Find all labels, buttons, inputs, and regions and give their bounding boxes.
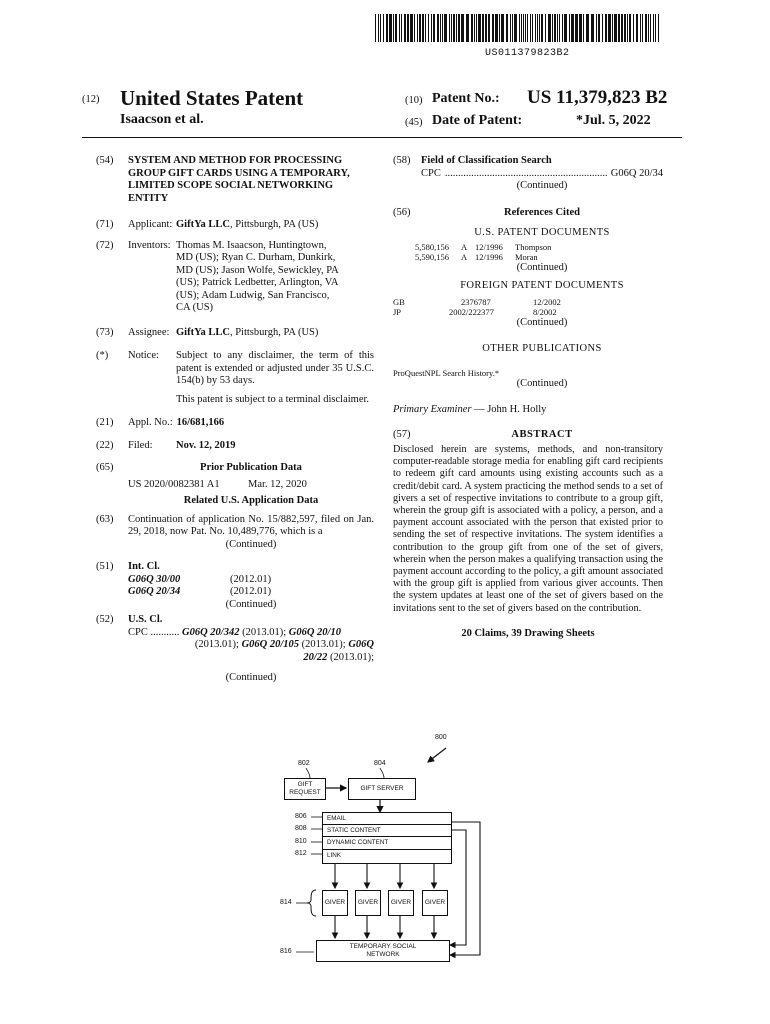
inventors-section: [96, 240, 376, 315]
applicant-location: , Pittsburgh, PA (US): [229, 219, 319, 230]
barcode-bar: [404, 14, 406, 42]
inventors-code: (72): [96, 239, 114, 251]
inventors-line: Thomas M. Isaacson, Huntingtown,: [176, 239, 327, 251]
code-45: (45): [405, 117, 423, 128]
assignee-name: GiftYa LLC: [176, 326, 230, 338]
assignee-label: Assignee:: [128, 326, 170, 338]
barcode-bar: [521, 14, 522, 42]
barcode-bar: [437, 14, 439, 42]
barcode-bar: [461, 14, 464, 42]
assignee-code: (73): [96, 326, 114, 338]
field-cpc-dots: ..............................................................: [444, 167, 608, 179]
other-publication-entry: ProQuestNPL Search History.*: [393, 367, 500, 378]
refs-code: (56): [393, 206, 411, 218]
message-row-dynamic: DYNAMIC CONTENT: [323, 837, 451, 850]
cpc-dots: ...........: [150, 626, 180, 638]
appl-number: 16/681,166: [176, 417, 225, 428]
continued-note: (Continued): [225, 538, 277, 550]
barcode-bar: [389, 14, 392, 42]
foreign-doc-row: [393, 297, 663, 307]
barcode: [375, 14, 663, 42]
refs-heading: References Cited: [504, 206, 580, 218]
int-cl-row: [128, 574, 376, 587]
barcode-bar: [596, 14, 597, 42]
us-doc-row: [415, 252, 663, 262]
inventors-short: Isaacson et al.: [120, 112, 204, 127]
inventors-line: MD (US); Jason Wolfe, Sewickley, PA: [176, 264, 339, 276]
barcode-bar: [514, 14, 517, 42]
barcode-bar: [393, 14, 394, 42]
us-docs-table: [393, 242, 663, 262]
barcode-bar: [650, 14, 651, 42]
representative-figure: [270, 730, 510, 970]
barcode-bar: [541, 14, 543, 42]
field-cpc-value: G06Q 20/34: [610, 167, 663, 179]
barcode-bar: [583, 14, 584, 42]
barcode-bar: [591, 14, 594, 42]
inventors-line: (US); Patrick Ledbetter, Arlington, VA: [176, 277, 339, 288]
int-cl-code: (51): [96, 561, 114, 572]
barcode-bar: [624, 14, 626, 42]
abstract-text: Disclosed herein are systems, methods, and non-transitory computer-readable storage media for enabling gift card recipients to redeem gift card amounts using existing accounts such as a credit/debit card. A system practicing the method sends to a set of givers a set of respective invitations to contribute to a group gift, wherein the group gift is associated with a policy, a person, and a payment account associated with the person that existed prior to sending the set of respective invitations. The system identifies a contribution to the group gift from one of the set of givers, wherein when the person makes a qualifying transaction using the payment account according to the policy, a gift amount associated with the group gift is applied from various giver accounts. Then the system updates at least one of the set of givers based on the invitations sent to the set of givers based on the contribution.: [393, 444, 663, 614]
barcode-bar: [569, 14, 570, 42]
title-section: [96, 155, 376, 205]
barcode-bar: [501, 14, 504, 42]
inventors-line: MD (US); Ryan C. Durham, Dunkirk,: [176, 252, 336, 263]
barcode-bar: [598, 14, 600, 42]
continued-note: (Continued): [225, 598, 277, 610]
cpc-class: G06Q 20/10: [288, 626, 341, 638]
ref-802: 802: [298, 760, 310, 767]
barcode-bar: [433, 14, 435, 42]
continued-note: (Continued): [516, 377, 568, 389]
barcode-bar: [535, 14, 536, 42]
references-section: [393, 207, 663, 220]
abstract-heading-row: [393, 429, 663, 442]
barcode-bar: [602, 14, 603, 42]
barcode-bar: [562, 14, 563, 42]
notice-section: [96, 350, 376, 406]
giver-box: GIVER: [422, 890, 448, 916]
barcode-bar: [425, 14, 426, 42]
barcode-bar: [478, 14, 481, 42]
inventors-line: CA (US): [176, 302, 214, 313]
barcode-bar: [545, 14, 546, 42]
continued-note: (Continued): [225, 672, 277, 683]
barcode-bar: [471, 14, 473, 42]
applicant-code: (71): [96, 219, 114, 230]
giver-box: GIVER: [322, 890, 348, 916]
barcode-bar: [499, 14, 500, 42]
applicant-name: GiftYa LLC: [176, 219, 230, 230]
continuation-section: [96, 514, 376, 552]
message-row-static: STATIC CONTENT: [323, 825, 451, 837]
barcode-bar: [655, 14, 656, 42]
cpc-version: (2013.01);: [329, 651, 374, 663]
giver-box: GIVER: [388, 890, 414, 916]
barcode-bar: [614, 14, 617, 42]
prior-pub-number: US 2020/0082381 A1: [128, 478, 220, 490]
gift-server-box: GIFT SERVER: [348, 778, 416, 800]
int-cl-classification: G06Q 30/00: [128, 573, 181, 585]
applicant-label: Applicant:: [128, 219, 173, 230]
barcode-number: US011379823B2: [485, 48, 570, 59]
barcode-bar: [428, 14, 429, 42]
terminal-disclaimer-text: This patent is subject to a terminal disclaimer.: [176, 393, 370, 405]
field-search-section: [393, 155, 663, 168]
cpc-version: (2013.01);: [194, 639, 239, 650]
examiner-label: Primary Examiner: [393, 404, 472, 415]
barcode-bar: [519, 14, 520, 42]
us-doc-name: Moran: [515, 251, 538, 262]
barcode-bar: [506, 14, 508, 42]
barcode-bar: [633, 14, 634, 42]
filed-section: [96, 440, 376, 453]
barcode-bar: [449, 14, 450, 42]
barcode-bar: [605, 14, 607, 42]
barcode-bar: [495, 14, 498, 42]
barcode-bar: [410, 14, 413, 42]
barcode-bar: [608, 14, 611, 42]
us-doc-kind: A: [461, 241, 468, 252]
temporary-social-network-box: TEMPORARY SOCIAL NETWORK: [316, 940, 450, 962]
right-column: [393, 155, 663, 640]
barcode-bar: [548, 14, 551, 42]
barcode-bar: [621, 14, 623, 42]
barcode-bar: [618, 14, 620, 42]
prior-publication-section: [96, 462, 376, 475]
ref-800-arrow: [428, 748, 446, 762]
continuation-text: Continuation of application No. 15/882,597, filed on Jan. 29, 2018, now Pat. No. 10,489,776, which is a: [128, 513, 374, 537]
barcode-bar: [552, 14, 553, 42]
barcode-bar: [627, 14, 628, 42]
ref-814: 814: [280, 899, 292, 906]
us-cl-label: U.S. Cl.: [128, 614, 163, 625]
field-code: (58): [393, 155, 411, 166]
foreign-docs-table: [393, 297, 663, 317]
barcode-bar: [554, 14, 556, 42]
barcode-bar: [476, 14, 477, 42]
barcode-bar: [510, 14, 511, 42]
barcode-bar: [642, 14, 643, 42]
barcode-bar: [559, 14, 560, 42]
barcode-bar: [579, 14, 582, 42]
barcode-bar: [530, 14, 531, 42]
filed-code: (22): [96, 439, 114, 451]
continuation-code: (63): [96, 513, 114, 525]
prior-heading: Prior Publication Data: [200, 462, 302, 473]
notice-code: (*): [96, 350, 109, 361]
date-label: Date of Patent:: [432, 113, 523, 128]
barcode-bar: [440, 14, 441, 42]
applicant-section: [96, 219, 376, 232]
barcode-bar: [527, 14, 528, 42]
other-publications-heading: OTHER PUBLICATIONS: [482, 343, 602, 354]
barcode-bar: [492, 14, 494, 42]
header: [82, 86, 682, 132]
filed-date: Nov. 12, 2019: [176, 439, 236, 451]
us-doc-number: 5,590,156: [415, 251, 449, 262]
barcode-bar: [474, 14, 475, 42]
ref-816: 816: [280, 948, 292, 955]
examiner-separator: —: [471, 404, 488, 415]
examiner-line: [393, 404, 663, 417]
barcode-bar: [466, 14, 469, 42]
barcode-bar: [586, 14, 589, 42]
ref-804: 804: [374, 760, 386, 767]
barcode-bar: [414, 14, 415, 42]
us-doc-date: 12/1996: [475, 251, 503, 262]
cpc-version: (2013.01);: [301, 639, 346, 650]
assignee-section: [96, 327, 376, 340]
title-code: (54): [96, 155, 114, 166]
invention-title: SYSTEM AND METHOD FOR PROCESSING GROUP GIFT CARDS USING A TEMPORARY, LIMITED SCOPE SOCIAL NETWORKING ENTITY: [128, 155, 350, 204]
ref-812: 812: [295, 850, 307, 857]
patent-type-title: United States Patent: [120, 86, 304, 110]
int-cl-version: (2012.01): [230, 586, 272, 597]
barcode-bar: [636, 14, 638, 42]
field-cpc-label: CPC: [421, 167, 441, 179]
cpc-class: G06Q 20/342: [181, 626, 240, 638]
continued-note: (Continued): [516, 316, 568, 328]
cpc-class: G06Q 20/105: [241, 639, 300, 650]
barcode-bar: [640, 14, 641, 42]
int-cl-list: [96, 574, 376, 612]
patent-number: US 11,379,823 B2: [527, 87, 668, 108]
barcode-bar: [383, 14, 384, 42]
barcode-bar: [575, 14, 578, 42]
barcode-bar: [401, 14, 402, 42]
code-12: (12): [82, 94, 100, 105]
patent-no-label: Patent No.:: [432, 91, 500, 106]
barcode-bar: [431, 14, 432, 42]
foreign-doc-country: GB: [393, 296, 405, 307]
barcode-bar: [386, 14, 388, 42]
barcode-bar: [525, 14, 526, 42]
abstract-heading: ABSTRACT: [511, 428, 573, 440]
barcode-bar: [612, 14, 613, 42]
int-cl-row: [128, 586, 376, 599]
foreign-doc-date: 12/2002: [533, 296, 561, 307]
barcode-bar: [417, 14, 418, 42]
cpc-label: CPC: [128, 626, 148, 638]
barcode-bar: [532, 14, 533, 42]
barcode-bar: [512, 14, 513, 42]
barcode-bar: [375, 14, 376, 42]
barcode-bar: [629, 14, 631, 42]
notice-text: Subject to any disclaimer, the term of this patent is extended or adjusted under 35 U.S.C. 154(b) by 53 days.: [176, 350, 374, 386]
ref-810: 810: [295, 838, 307, 845]
foreign-doc-row: [393, 307, 663, 317]
int-cl-label: Int. Cl.: [128, 561, 160, 572]
appl-label: Appl. No.:: [128, 417, 173, 428]
barcode-bar: [444, 14, 447, 42]
barcode-bar: [395, 14, 397, 42]
continued-note: (Continued): [516, 261, 568, 273]
abstract-code: (57): [393, 428, 411, 440]
barcode-bar: [523, 14, 524, 42]
cpc-block: [96, 627, 374, 685]
foreign-doc-number: 2376787: [461, 296, 491, 307]
barcode-bar: [653, 14, 654, 42]
barcode-bar: [645, 14, 647, 42]
us-cl-section: [96, 614, 376, 627]
barcode-bar: [422, 14, 424, 42]
gift-request-box: GIFT REQUEST: [284, 778, 326, 800]
filed-label: Filed:: [128, 439, 153, 451]
appl-no-section: [96, 417, 376, 430]
ref-800: 800: [435, 734, 447, 741]
message-block: [322, 812, 452, 864]
barcode-bar: [571, 14, 574, 42]
barcode-bar: [539, 14, 540, 42]
patent-date: *Jul. 5, 2022: [576, 113, 651, 128]
barcode-bar: [648, 14, 649, 42]
ref-808: 808: [295, 825, 307, 832]
barcode-bar: [442, 14, 443, 42]
foreign-doc-country: JP: [393, 306, 402, 317]
barcode-bar: [557, 14, 558, 42]
field-heading: Field of Classification Search: [421, 155, 552, 166]
us-doc-kind: A: [461, 251, 468, 262]
claims-line: 20 Claims, 39 Drawing Sheets: [461, 627, 595, 639]
barcode-bar: [399, 14, 400, 42]
foreign-docs-heading: FOREIGN PATENT DOCUMENTS: [460, 280, 624, 291]
foreign-doc-number: 2002/222377: [449, 306, 494, 317]
barcode-bar: [451, 14, 452, 42]
barcode-bar: [453, 14, 455, 42]
prior-code: (65): [96, 462, 114, 473]
barcode-bar: [488, 14, 490, 42]
barcode-bar: [419, 14, 421, 42]
int-cl-classification: G06Q 20/34: [128, 586, 181, 597]
barcode-bar: [458, 14, 460, 42]
foreign-doc-date: 8/2002: [533, 306, 557, 317]
code-10: (10): [405, 95, 423, 106]
barcode-bar: [485, 14, 487, 42]
us-docs-heading: U.S. PATENT DOCUMENTS: [474, 227, 610, 238]
us-doc-date: 12/1996: [475, 241, 503, 252]
notice-label: Notice:: [128, 350, 159, 361]
int-cl-section: [96, 561, 376, 574]
barcode-bar: [537, 14, 538, 42]
appl-code: (21): [96, 417, 114, 428]
giver-box: GIVER: [355, 890, 381, 916]
examiner-name: John H. Holly: [487, 404, 547, 415]
prior-pub-date: Mar. 12, 2020: [248, 478, 307, 490]
barcode-bar: [456, 14, 457, 42]
message-row-link: LINK: [327, 852, 341, 859]
us-doc-row: [415, 242, 663, 252]
field-cpc-row: [393, 168, 663, 181]
cpc-version: (2013.01);: [242, 626, 287, 638]
header-rule: [82, 137, 682, 138]
barcode-bar: [407, 14, 409, 42]
barcode-bar: [482, 14, 484, 42]
int-cl-version: (2012.01): [230, 573, 272, 585]
barcode-bar: [378, 14, 379, 42]
prior-publication-row: [96, 479, 376, 492]
left-column: [96, 155, 376, 685]
assignee-location: , Pittsburgh, PA (US): [229, 326, 319, 338]
us-doc-name: Thompson: [515, 241, 552, 252]
ref-806: 806: [295, 813, 307, 820]
related-heading: Related U.S. Application Data: [183, 495, 319, 506]
message-row-email: EMAIL: [323, 813, 451, 825]
barcode-bar: [380, 14, 381, 42]
us-cl-code: (52): [96, 614, 114, 625]
inventors-label: Inventors:: [128, 239, 171, 251]
us-doc-number: 5,580,156: [415, 241, 449, 252]
continued-note: (Continued): [516, 180, 568, 191]
barcode-bar: [658, 14, 659, 42]
barcode-bar: [564, 14, 567, 42]
cpc-class: G06Q: [348, 639, 374, 650]
cpc-class: 20/22: [303, 651, 328, 663]
inventors-line: (US); Adam Ludwig, San Francisco,: [176, 289, 330, 301]
